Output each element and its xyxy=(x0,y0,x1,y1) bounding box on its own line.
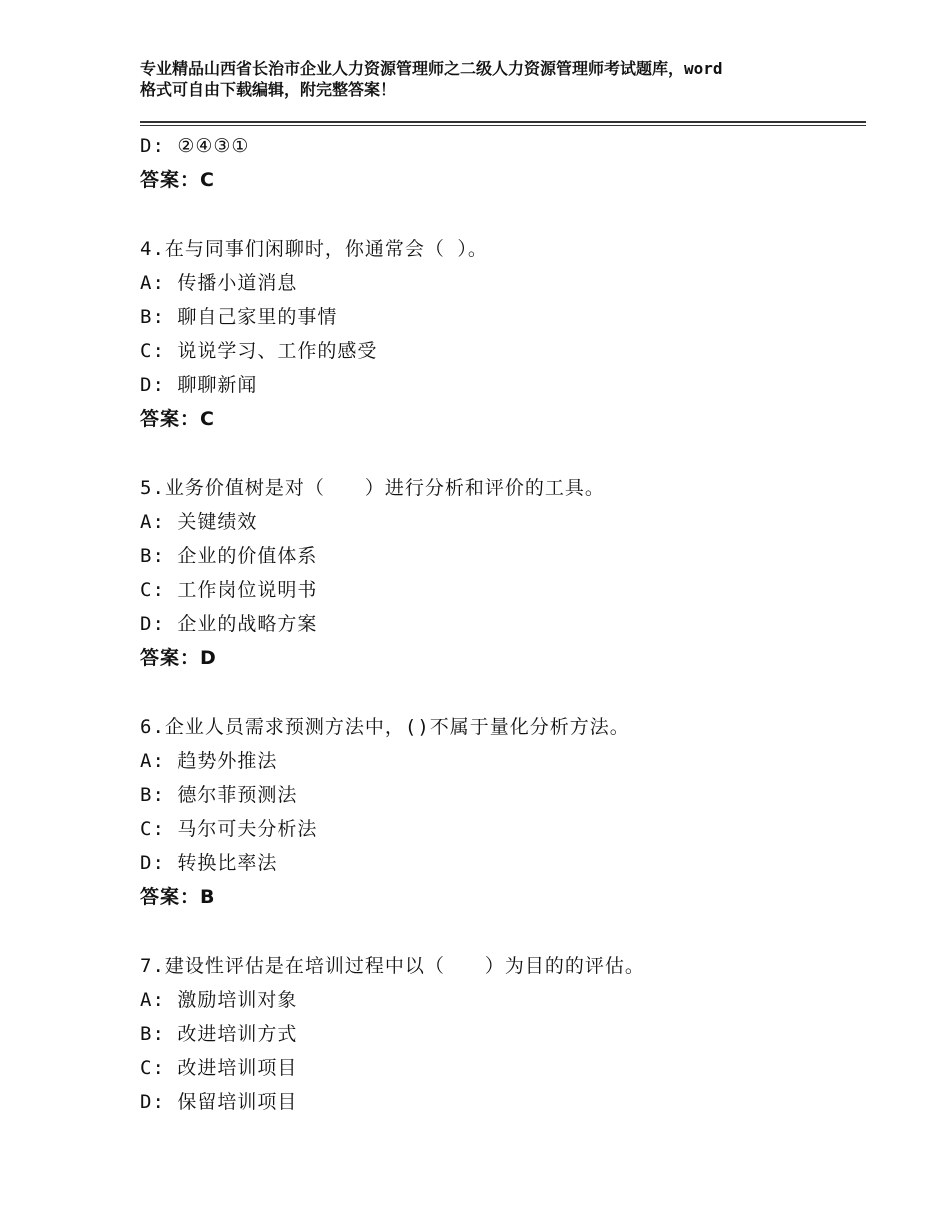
answer: 答案：C xyxy=(140,408,215,430)
document-header xyxy=(140,58,840,100)
question-7 xyxy=(140,949,866,1119)
option-b: B: 聊自己家里的事情 xyxy=(140,306,338,328)
header-divider xyxy=(140,121,866,126)
question-6 xyxy=(140,710,866,914)
option-d: D: 保留培训项目 xyxy=(140,1091,298,1113)
option-c: C: 工作岗位说明书 xyxy=(140,579,318,601)
answer: 答案：D xyxy=(140,647,217,669)
question-4 xyxy=(140,232,866,436)
question-stem: 7.建设性评估是在培训过程中以（ ）为目的的评估。 xyxy=(140,955,645,977)
question-stem: 6.企业人员需求预测方法中，()不属于量化分析方法。 xyxy=(140,716,630,738)
answer: 答案：B xyxy=(140,886,216,908)
question-list xyxy=(140,129,866,1119)
option-a: A: 激励培训对象 xyxy=(140,989,298,1011)
option-d: D: 转换比率法 xyxy=(140,852,278,874)
option-a: A: 传播小道消息 xyxy=(140,272,298,294)
question-stem: 4.在与同事们闲聊时，你通常会（ ）。 xyxy=(140,238,488,260)
option-b: B: 企业的价值体系 xyxy=(140,545,318,567)
option-b: B: 德尔菲预测法 xyxy=(140,784,298,806)
option-d: D: 聊聊新闻 xyxy=(140,374,258,396)
option-a: A: 趋势外推法 xyxy=(140,750,278,772)
option-a: A: 关键绩效 xyxy=(140,511,258,533)
option-b: B: 改进培训方式 xyxy=(140,1023,298,1045)
option-c: C: 说说学习、工作的感受 xyxy=(140,340,378,362)
header-title-line-2: 格式可自由下载编辑，附完整答案！ xyxy=(140,80,397,99)
header-title-line-1: 专业精品山西省长治市企业人力资源管理师之二级人力资源管理师考试题库，word xyxy=(140,59,723,78)
option-c: C: 马尔可夫分析法 xyxy=(140,818,318,840)
option-c: C: 改进培训项目 xyxy=(140,1057,298,1079)
question-stem: 5.业务价值树是对（ ）进行分析和评价的工具。 xyxy=(140,477,605,499)
question-5 xyxy=(140,471,866,675)
prev-answer: 答案：C xyxy=(140,169,215,191)
option-d: D: 企业的战略方案 xyxy=(140,613,318,635)
prev-option-d: D: ②④③① xyxy=(140,135,250,157)
